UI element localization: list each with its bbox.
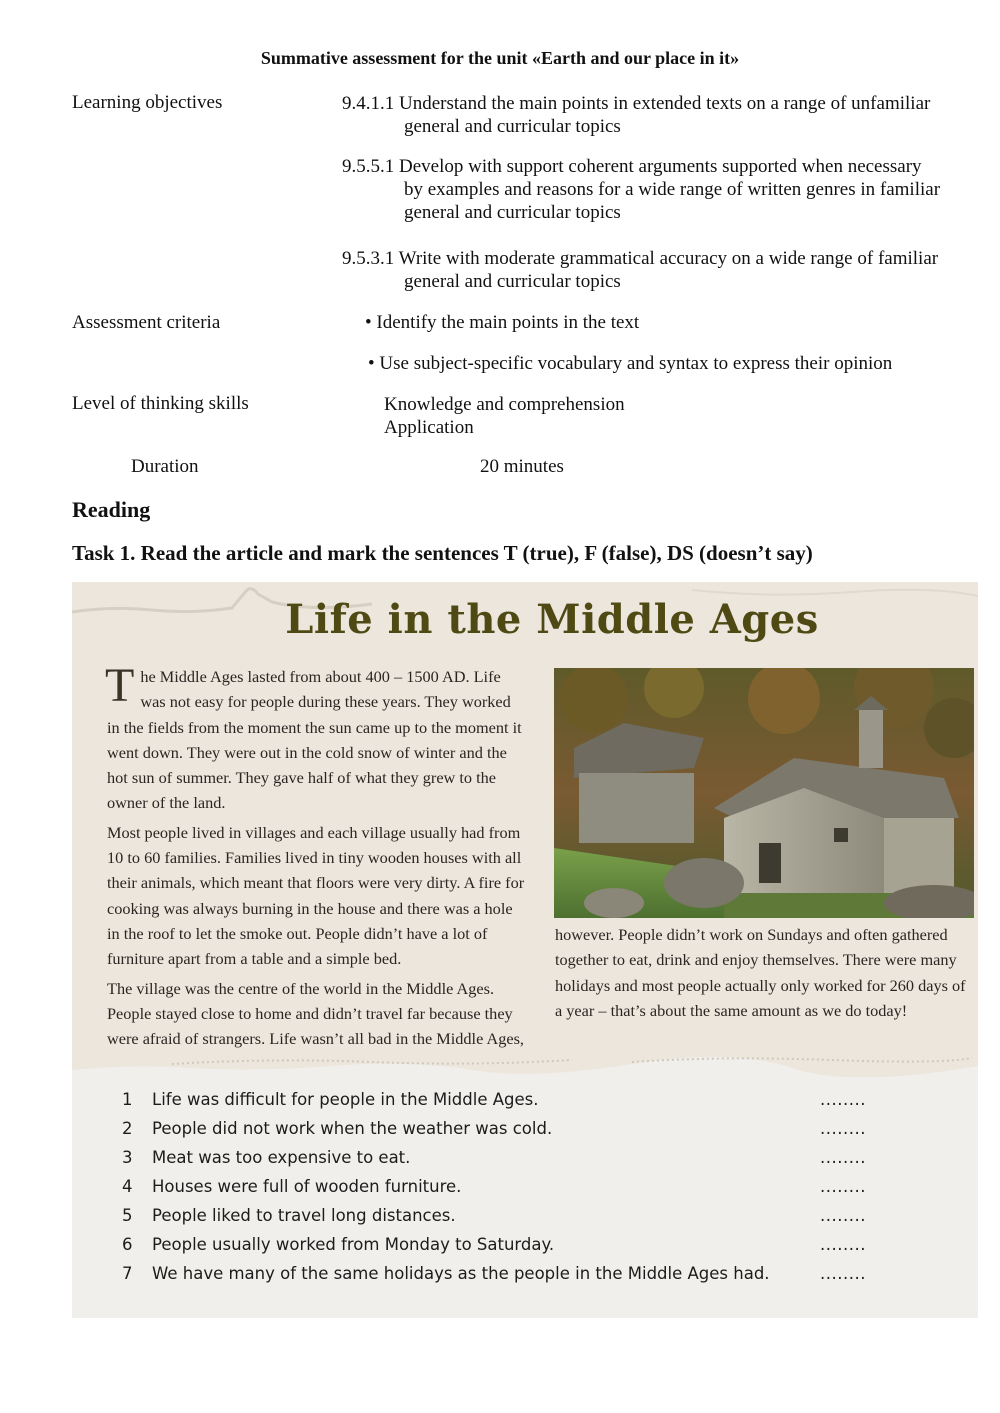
duration-value: 20 minutes bbox=[480, 456, 564, 477]
objective-1: 9.4.1.1 Understand the main points in extended texts on a range of unfamiliar general and curricular topics bbox=[342, 93, 931, 137]
answer-blank[interactable]: ........ bbox=[820, 1119, 866, 1138]
thinking-skills-label: Level of thinking skills bbox=[72, 393, 249, 414]
answer-blank[interactable]: ........ bbox=[820, 1206, 866, 1225]
question-item: 6 People usually worked from Monday to Saturday. ........ bbox=[122, 1235, 866, 1254]
torn-paper-edge bbox=[72, 1050, 978, 1078]
article-scan bbox=[72, 582, 978, 1318]
article-title: Life in the Middle Ages bbox=[285, 596, 819, 643]
assessment-criteria-label: Assessment criteria bbox=[72, 312, 221, 333]
section-heading: Reading bbox=[72, 497, 151, 522]
page-title: Summative assessment for the unit «Earth and our place in it» bbox=[260, 48, 740, 68]
thinking-skill-2: Application bbox=[384, 417, 474, 438]
article-right-column: however. People didn’t work on Sundays and often gathered together to eat, drink and enjoy themselves. There were many holidays and most people actually only worked for 260 days of a year – that’s about the same amount as we do today! bbox=[555, 925, 966, 1020]
answer-blank[interactable]: ........ bbox=[820, 1177, 866, 1196]
objective-2: 9.5.5.1 Develop with support coherent arguments supported when necessary by examples and reasons for a wide range of written genres in familiar general and curricular topics bbox=[342, 156, 941, 223]
answer-blank[interactable]: ........ bbox=[820, 1235, 866, 1254]
objective-3: 9.5.3.1 Write with moderate grammatical accuracy on a wide range of familiar general and curricular topics bbox=[342, 248, 939, 292]
questions-list bbox=[72, 1078, 978, 1318]
learning-objectives-label: Learning objectives bbox=[72, 92, 223, 113]
article-paragraph-3: The village was the centre of the world in the Middle Ages. People stayed close to home and didn’t travel far because they were afraid of strangers. Life wasn’t all bad in the Middle Ages, bbox=[107, 978, 524, 1049]
question-item: 4 Houses were full of wooden furniture. ........ bbox=[122, 1177, 866, 1196]
criterion-2: • Use subject-specific vocabulary and syntax to express their opinion bbox=[368, 353, 893, 374]
question-item: 5 People liked to travel long distances. ........ bbox=[122, 1206, 866, 1225]
answer-blank[interactable]: ........ bbox=[820, 1090, 866, 1109]
duration-label: Duration bbox=[131, 456, 199, 477]
stone-cottage-photo bbox=[554, 668, 974, 918]
article-paragraph-2: Most people lived in villages and each village usually had from 10 to 60 families. Families lived in tiny wooden houses with all their animals, which meant that floors were very dirty. A fire for cooking was always burning in the house and there was a hole in the roof to let the smoke out. People didn’t have a lot of furniture apart from a table and a simple bed. bbox=[107, 822, 525, 969]
article-paragraph-1: The Middle Ages lasted from about 400 – 1500 AD. Life was not easy for people during these years. They worked in the fields from the moment the sun came up to the moment it went down. They were out in the cold snow of winter and the hot sun of summer. They gave half of what they grew to the owner of the land. bbox=[105, 659, 522, 813]
question-item: 2 People did not work when the weather was cold. ........ bbox=[122, 1119, 866, 1138]
question-item: 3 Meat was too expensive to eat. ........ bbox=[122, 1148, 866, 1167]
task-heading: Task 1. Read the article and mark the sentences T (true), F (false), DS (doesn’t say) bbox=[72, 541, 813, 565]
drop-cap: T bbox=[105, 659, 135, 712]
criterion-1: • Identify the main points in the text bbox=[365, 312, 640, 333]
thinking-skill-1: Knowledge and comprehension bbox=[384, 394, 625, 415]
article-left-column bbox=[105, 659, 527, 1055]
question-item: 1 Life was difficult for people in the Middle Ages. ........ bbox=[122, 1090, 866, 1109]
answer-blank[interactable]: ........ bbox=[820, 1148, 866, 1167]
question-item: 7 We have many of the same holidays as the people in the Middle Ages had. ........ bbox=[122, 1264, 866, 1283]
answer-blank[interactable]: ........ bbox=[820, 1264, 866, 1283]
